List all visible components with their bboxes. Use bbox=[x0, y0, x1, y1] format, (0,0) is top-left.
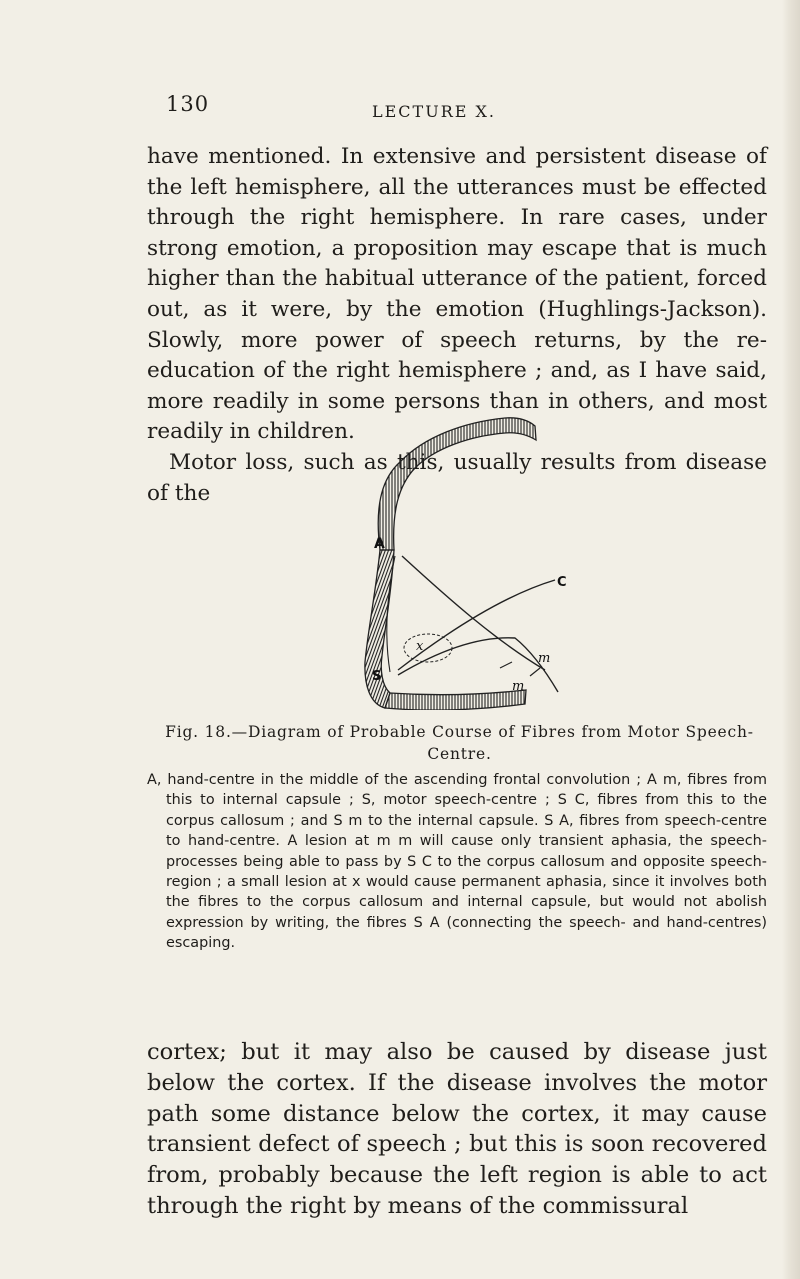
lesion-m-tick-2 bbox=[530, 668, 540, 676]
label-s: S bbox=[372, 669, 382, 684]
running-head: LECTURE X. bbox=[372, 102, 496, 121]
paragraph: have mentioned. In extensive and persistent disease of the left hemisphere, all the utterances must be effected through the right hemisphere. In rare cases, under strong emotion, a proposition may escape that is much higher than the habitual utterance of the patient, forced out, as it were, by the emotion (Hughlings-Jackson). Slowly, more power of speech returns, by the re-education of the right hemisphere ; and, as I have said, more readily in some persons than in others, and most readily in children. bbox=[147, 144, 767, 445]
fibre-a-to-m bbox=[402, 556, 545, 670]
page-number: 130 bbox=[166, 92, 210, 116]
paragraph: Motor loss, such as this, usually results from disease of the bbox=[147, 449, 767, 506]
label-x: x bbox=[416, 639, 424, 654]
cortex-band-base bbox=[385, 690, 526, 710]
caption-title-line: Centre. bbox=[427, 745, 492, 763]
label-m-upper: m bbox=[538, 651, 551, 666]
figure-caption-body bbox=[147, 770, 767, 954]
fibre-diagram bbox=[340, 400, 600, 710]
label-a: A bbox=[374, 536, 385, 552]
label-c: C bbox=[557, 575, 567, 590]
lesion-m-tick-1 bbox=[500, 662, 512, 668]
caption-text: A, hand-centre in the middle of the ascending frontal convolution ; A m, fibres from this to internal capsule ; S, motor speech-centre ; S C, fibres from this to the corpus callosum ; and S m to the internal capsule. S A, fibres from speech-centre to hand-centre. A lesion at m m will cause only transient aphasia, the speech-processes being able to pass by S C to the corpus callosum and opposite speech-region ; a small lesion at x would cause permanent aphasia, since it involves both the fibres to the corpus callosum and internal capsule, but would not abolish expression by writing, the fibres S A (connecting the speech- and hand-centres) escaping. bbox=[147, 772, 767, 952]
body-text-bottom bbox=[147, 1037, 767, 1222]
paragraph: cortex; but it may also be caused by disease just below the cortex. If the disease involves the motor path some distance below the cortex, it may cause transient defect of speech ; but this is soon recovered from, probably because the left region is able to act through the right by means of the commissural bbox=[147, 1039, 767, 1219]
cortex-band bbox=[378, 418, 536, 550]
page-header bbox=[0, 92, 800, 132]
caption-title-line: Fig. 18.—Diagram of Probable Course of Fibres from Motor Speech- bbox=[165, 723, 754, 741]
fibre-s-to-c bbox=[398, 580, 555, 670]
figure-caption-title bbox=[147, 721, 772, 765]
figure-diagram bbox=[340, 400, 600, 710]
label-m-lower: m bbox=[512, 679, 525, 694]
page-edge-shadow bbox=[782, 0, 800, 1279]
cortex-band-lower bbox=[365, 550, 394, 708]
